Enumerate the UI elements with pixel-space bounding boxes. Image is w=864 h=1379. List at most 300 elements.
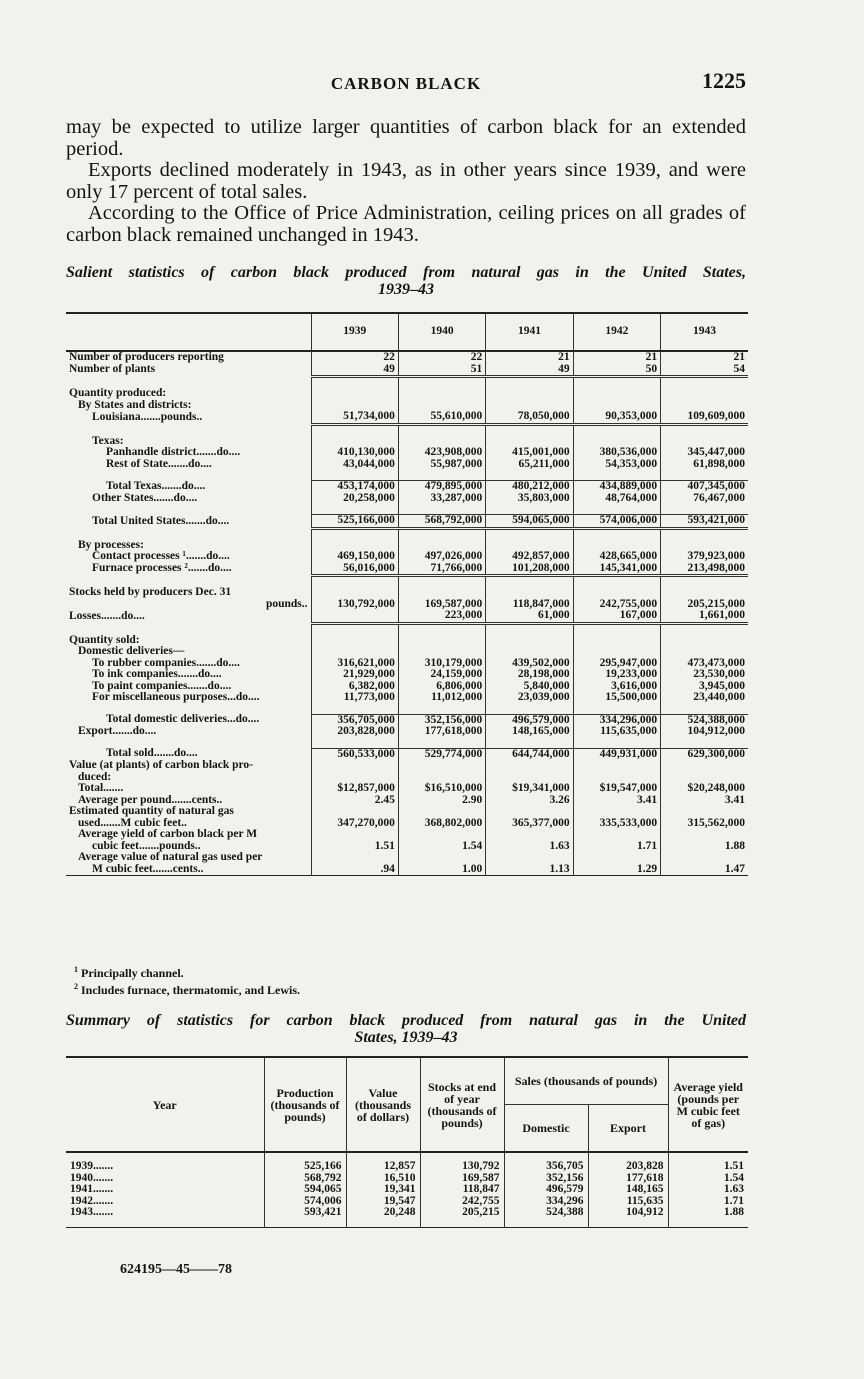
production-cell: 574,006 (264, 1196, 346, 1208)
table-row (66, 829, 748, 841)
table-row (66, 447, 748, 459)
spacer-cell (573, 470, 660, 481)
value-cell (661, 646, 748, 658)
domestic-column-header: Domestic (504, 1105, 588, 1153)
value-cell: 529,774,000 (398, 748, 485, 760)
value-cell: 21 (573, 351, 660, 364)
row-label: Total Texas.......do.... (106, 480, 206, 492)
value-cell (398, 646, 485, 658)
value-cell: 19,341 (346, 1184, 420, 1196)
row-label: Average per pound.......cents.. (78, 794, 223, 806)
value-cell (573, 388, 660, 400)
value-cell (486, 587, 573, 599)
row-label: Number of plants (69, 363, 156, 376)
year-cell: 1940....... (70, 1171, 114, 1184)
value-cell: 3.41 (661, 795, 748, 807)
spacer-cell (66, 528, 311, 540)
spacer-row (66, 504, 748, 515)
value-cell: 24,159,000 (398, 669, 485, 681)
value-cell (573, 852, 660, 864)
spacer-cell (66, 504, 311, 515)
yield-cell: 1.54 (668, 1173, 748, 1185)
export-cell: 115,635 (588, 1196, 668, 1208)
printer-code: 624195—45——78 (120, 1262, 232, 1277)
stocks-cell: 130,792 (420, 1152, 504, 1173)
running-head (66, 68, 746, 98)
year-cell: 1943....... (70, 1206, 114, 1218)
table-row (66, 411, 748, 424)
row-label: Export.......do.... (78, 726, 157, 737)
row-label: Stocks held by producers Dec. 31 (69, 587, 232, 598)
value-cell: 345,447,000 (661, 447, 748, 459)
value-cell: 1.29 (573, 864, 660, 876)
spacer-cell (573, 528, 660, 540)
value-cell (661, 587, 748, 599)
spacer-cell (486, 738, 573, 749)
sales-column-header: Sales (thousands of pounds) (504, 1057, 668, 1105)
spacer-cell (661, 377, 748, 389)
value-cell (398, 829, 485, 841)
value-cell: 55,987,000 (398, 459, 485, 471)
yield-cell: 1.88 (668, 1207, 748, 1227)
value-cell (311, 760, 398, 772)
value-cell (573, 760, 660, 772)
spacer-row (66, 623, 748, 635)
value-cell: $12,857,000 (311, 783, 398, 795)
value-cell: 6,806,000 (398, 681, 485, 693)
table-row (66, 388, 748, 400)
value-cell (311, 610, 398, 623)
salient-statistics-table (66, 312, 748, 876)
year-cell: 1939....... (70, 1160, 114, 1172)
production-cell: 593,421 (264, 1207, 346, 1227)
table-row (66, 1152, 748, 1173)
value-cell (486, 388, 573, 400)
value-cell: 1.00 (398, 864, 485, 876)
value-cell: 177,618,000 (398, 726, 485, 738)
export-cell: 104,912 (588, 1207, 668, 1227)
table-row (66, 806, 748, 818)
value-cell: 524,388,000 (661, 714, 748, 726)
spacer-cell (398, 528, 485, 540)
stocks-column-header: Stocks at end of year (thousands of pounds) (420, 1057, 504, 1152)
summary-statistics-table (66, 1056, 748, 1228)
value-cell: 33,287,000 (398, 493, 485, 505)
value-cell: 5,840,000 (486, 681, 573, 693)
spacer-cell (661, 623, 748, 635)
value-cell: 130,792,000 (311, 599, 398, 611)
value-cell: 148,165,000 (486, 726, 573, 738)
table-header-row (66, 313, 748, 351)
table-row (66, 748, 748, 760)
row-label: Total....... (78, 783, 124, 794)
footnote-text: Includes furnace, thermatomic, and Lewis. (81, 983, 300, 997)
spacer-cell (311, 576, 398, 588)
value-cell: $19,341,000 (486, 783, 573, 795)
value-cell: 428,665,000 (573, 551, 660, 563)
value-cell: 368,802,000 (398, 818, 485, 830)
summary-table-caption (66, 1012, 746, 1046)
value-cell: 28,198,000 (486, 669, 573, 681)
value-cell (311, 806, 398, 818)
value-cell: 19,233,000 (573, 669, 660, 681)
value-cell: 65,211,000 (486, 459, 573, 471)
spacer-cell (311, 738, 398, 749)
value-cell: 629,300,000 (661, 748, 748, 760)
value-cell: 479,895,000 (398, 481, 485, 493)
table-row (66, 852, 748, 864)
paragraph: According to the Office of Price Administration, ceiling prices on all grades of carbon black remained unchanged in 1943. (66, 202, 746, 246)
table-row (66, 493, 748, 505)
table-row (66, 646, 748, 658)
value-cell: 22 (398, 351, 485, 364)
value-cell: 205,215,000 (661, 599, 748, 611)
row-label: Average yield of carbon black per M (78, 829, 258, 840)
value-cell: 55,610,000 (398, 411, 485, 424)
spacer-cell (398, 504, 485, 515)
value-cell: 35,803,000 (486, 493, 573, 505)
value-cell (398, 388, 485, 400)
table-row (66, 610, 748, 623)
value-cell (661, 635, 748, 647)
stocks-cell: 169,587 (420, 1173, 504, 1185)
spacer-cell (398, 377, 485, 389)
value-cell: 453,174,000 (311, 481, 398, 493)
value-cell (661, 829, 748, 841)
value-cell: 356,705,000 (311, 714, 398, 726)
value-cell: 352,156,000 (398, 714, 485, 726)
table-row (66, 587, 748, 599)
value-cell (311, 587, 398, 599)
spacer-cell (486, 377, 573, 389)
spacer-cell (573, 576, 660, 588)
row-label: Total domestic deliveries...do.... (106, 714, 260, 726)
value-cell: 496,579,000 (486, 714, 573, 726)
value-cell: 56,016,000 (311, 563, 398, 576)
value-cell: 3.41 (573, 795, 660, 807)
row-label: Quantity sold: (69, 634, 140, 646)
spacer-cell (398, 738, 485, 749)
spacer-cell (66, 470, 311, 481)
row-label: Total sold.......do.... (106, 748, 198, 760)
caption-line: 1939–43 (378, 281, 434, 298)
row-label: Rest of State.......do.... (106, 458, 212, 470)
table-row (66, 1207, 748, 1227)
value-cell: 310,179,000 (398, 658, 485, 670)
row-label: Value (at plants) of carbon black pro- (69, 760, 254, 771)
yield-cell: 1.51 (668, 1152, 748, 1173)
spacer-cell (573, 424, 660, 436)
spacer-cell (311, 623, 398, 635)
caption-line: States, 1939–43 (354, 1029, 458, 1046)
spacer-cell (661, 424, 748, 436)
value-cell: 480,212,000 (486, 481, 573, 493)
table-header-row (66, 1057, 748, 1105)
row-label: Domestic deliveries— (78, 646, 185, 657)
value-cell: 21,929,000 (311, 669, 398, 681)
table-row (66, 459, 748, 471)
domestic-cell: 524,388 (504, 1207, 588, 1227)
spacer-cell (486, 623, 573, 635)
value-cell (311, 829, 398, 841)
value-cell: 594,065,000 (486, 515, 573, 529)
value-cell: 242,755,000 (573, 599, 660, 611)
table-row (66, 669, 748, 681)
row-label: Texas: (92, 435, 124, 447)
value-cell (573, 646, 660, 658)
table-row (66, 563, 748, 576)
export-cell: 177,618 (588, 1173, 668, 1185)
value-cell: 525,166,000 (311, 515, 398, 529)
spacer-cell (486, 470, 573, 481)
value-cell (661, 806, 748, 818)
value-cell (311, 388, 398, 400)
production-cell: 525,166 (264, 1152, 346, 1173)
value-cell (486, 852, 573, 864)
year-header: 1939 (311, 313, 398, 351)
row-label: Losses.......do.... (69, 610, 145, 622)
yield-cell: 1.63 (668, 1184, 748, 1196)
value-cell (486, 806, 573, 818)
row-label: used.......M cubic feet.. (78, 817, 187, 829)
domestic-cell: 496,579 (504, 1184, 588, 1196)
value-cell: 6,382,000 (311, 681, 398, 693)
domestic-cell: 352,156 (504, 1173, 588, 1185)
caption-line: Salient statistics of carbon black produced from natural gas in the United States, (66, 264, 746, 281)
row-label: cubic feet.......pounds.. (92, 840, 201, 852)
summary-table-body (66, 1152, 748, 1227)
value-cell: 15,500,000 (573, 692, 660, 704)
spacer-cell (311, 704, 398, 715)
body-text (66, 117, 746, 246)
value-cell: 1.51 (311, 841, 398, 853)
spacer-cell (66, 738, 311, 749)
spacer-row (66, 704, 748, 715)
value-cell: 380,536,000 (573, 447, 660, 459)
value-cell: 434,889,000 (573, 481, 660, 493)
value-cell: 76,467,000 (661, 493, 748, 505)
value-cell: 203,828,000 (311, 726, 398, 738)
spacer-cell (486, 576, 573, 588)
value-cell: 104,912,000 (661, 726, 748, 738)
row-label: pounds.. (265, 598, 308, 610)
spacer-cell (661, 470, 748, 481)
value-cell: 12,857 (346, 1152, 420, 1173)
value-cell (661, 852, 748, 864)
spacer-cell (66, 704, 311, 715)
footnote (74, 980, 300, 997)
domestic-cell: 356,705 (504, 1152, 588, 1173)
page-number: 1225 (702, 68, 746, 93)
row-label: To rubber companies.......do.... (92, 657, 240, 669)
value-cell: 223,000 (398, 610, 485, 623)
table-row (66, 481, 748, 493)
year-header: 1943 (661, 313, 748, 351)
row-label: Louisiana.......pounds.. (92, 411, 203, 423)
table-row (66, 351, 748, 364)
value-cell: 3,616,000 (573, 681, 660, 693)
table-row (66, 795, 748, 807)
year-header: 1941 (486, 313, 573, 351)
value-cell: 2.45 (311, 795, 398, 807)
value-cell: 568,792,000 (398, 515, 485, 529)
value-cell (486, 829, 573, 841)
value-cell: 1.47 (661, 864, 748, 876)
spacer-cell (486, 528, 573, 540)
value-cell: 19,547 (346, 1196, 420, 1208)
value-cell: 407,345,000 (661, 481, 748, 493)
value-cell (573, 635, 660, 647)
value-cell: 644,744,000 (486, 748, 573, 760)
row-label: Contact processes ¹.......do.... (92, 551, 230, 562)
spacer-cell (311, 504, 398, 515)
value-cell: 1.13 (486, 864, 573, 876)
spacer-cell (486, 424, 573, 436)
value-cell: 169,587,000 (398, 599, 485, 611)
production-cell: 594,065 (264, 1184, 346, 1196)
spacer-row (66, 470, 748, 481)
value-cell: 423,908,000 (398, 447, 485, 459)
salient-table-caption (66, 264, 746, 298)
paragraph: may be expected to utilize larger quantities of carbon black for an extended period. (66, 116, 746, 160)
table-row (66, 818, 748, 830)
value-cell: 16,510 (346, 1173, 420, 1185)
value-cell: $16,510,000 (398, 783, 485, 795)
value-cell (486, 760, 573, 772)
table-row (66, 726, 748, 738)
domestic-cell: 334,296 (504, 1196, 588, 1208)
spacer-cell (661, 528, 748, 540)
value-cell: 109,609,000 (661, 411, 748, 424)
value-cell: 1.63 (486, 841, 573, 853)
value-cell: 3.26 (486, 795, 573, 807)
value-cell: 315,562,000 (661, 818, 748, 830)
value-cell: 379,923,000 (661, 551, 748, 563)
value-cell: 2.90 (398, 795, 485, 807)
value-cell: $20,248,000 (661, 783, 748, 795)
yield-column-header: Average yield (pounds per M cubic feet of gas) (668, 1057, 748, 1152)
value-cell: 560,533,000 (311, 748, 398, 760)
value-cell: 61,000 (486, 610, 573, 623)
spacer-cell (66, 377, 311, 389)
value-cell: 43,044,000 (311, 459, 398, 471)
value-cell: 51 (398, 364, 485, 377)
spacer-cell (486, 504, 573, 515)
value-cell: 574,006,000 (573, 515, 660, 529)
value-cell: 295,947,000 (573, 658, 660, 670)
spacer-row (66, 738, 748, 749)
table-row (66, 364, 748, 377)
spacer-cell (66, 576, 311, 588)
value-cell: 71,766,000 (398, 563, 485, 576)
footnotes (74, 963, 300, 997)
value-cell: 115,635,000 (573, 726, 660, 738)
spacer-cell (486, 704, 573, 715)
row-label: By processes: (78, 539, 144, 551)
spacer-cell (573, 704, 660, 715)
row-label: Other States.......do.... (92, 492, 198, 504)
value-cell: 334,296,000 (573, 714, 660, 726)
yield-cell: 1.71 (668, 1196, 748, 1208)
value-cell: 49 (486, 364, 573, 377)
value-cell: 335,533,000 (573, 818, 660, 830)
export-cell: 148,165 (588, 1184, 668, 1196)
value-cell: 316,621,000 (311, 658, 398, 670)
value-cell: .94 (311, 864, 398, 876)
value-cell: 21 (661, 351, 748, 364)
table-row (66, 635, 748, 647)
value-cell: 473,473,000 (661, 658, 748, 670)
value-cell: 11,773,000 (311, 692, 398, 704)
row-label: Total United States.......do.... (92, 514, 230, 527)
year-cell: 1942....... (70, 1194, 114, 1207)
row-label: Quantity produced: (69, 388, 167, 399)
footnote-text: Principally channel. (81, 966, 184, 980)
spacer-cell (661, 576, 748, 588)
caption-line: Summary of statistics for carbon black produced from natural gas in the United (66, 1012, 746, 1029)
row-label: Estimated quantity of natural gas (69, 806, 234, 817)
year-header: 1940 (398, 313, 485, 351)
value-cell: 497,026,000 (398, 551, 485, 563)
value-cell: 23,039,000 (486, 692, 573, 704)
row-label: Panhandle district.......do.... (106, 447, 241, 458)
year-column-header: Year (152, 1097, 177, 1112)
spacer-row (66, 424, 748, 436)
value-cell: 213,498,000 (661, 563, 748, 576)
value-cell: 1.88 (661, 841, 748, 853)
table-row (66, 692, 748, 704)
running-title: CARBON BLACK (330, 74, 482, 93)
value-cell: 347,270,000 (311, 818, 398, 830)
row-label: Furnace processes ².......do.... (92, 562, 232, 575)
row-label: To paint companies.......do.... (92, 680, 232, 692)
value-cell (573, 806, 660, 818)
stocks-cell: 118,847 (420, 1184, 504, 1196)
value-cell (398, 760, 485, 772)
table-row (66, 760, 748, 772)
value-cell: 593,421,000 (661, 515, 748, 529)
value-cell: 415,001,000 (486, 447, 573, 459)
spacer-row (66, 377, 748, 389)
spacer-cell (573, 377, 660, 389)
spacer-cell (573, 504, 660, 515)
value-cell (573, 829, 660, 841)
spacer-cell (661, 738, 748, 749)
spacer-cell (311, 470, 398, 481)
value-cell: $19,547,000 (573, 783, 660, 795)
stocks-cell: 205,215 (420, 1207, 504, 1227)
value-cell: 21 (486, 351, 573, 364)
spacer-cell (66, 424, 311, 436)
value-cell: 1.71 (573, 841, 660, 853)
value-cell: 54 (661, 364, 748, 377)
row-label: M cubic feet.......cents.. (92, 863, 204, 875)
spacer-row (66, 528, 748, 540)
row-label: Average value of natural gas used per (78, 852, 263, 863)
spacer-cell (398, 576, 485, 588)
value-cell (398, 635, 485, 647)
value-cell: 3,945,000 (661, 681, 748, 693)
value-cell (661, 760, 748, 772)
value-cell: 48,764,000 (573, 493, 660, 505)
value-cell: 20,248 (346, 1207, 420, 1227)
table-row (66, 864, 748, 876)
value-cell: 20,258,000 (311, 493, 398, 505)
row-label: To ink companies.......do.... (92, 669, 222, 680)
value-cell: 469,150,000 (311, 551, 398, 563)
value-cell: 1.54 (398, 841, 485, 853)
value-cell: 1,661,000 (661, 610, 748, 623)
